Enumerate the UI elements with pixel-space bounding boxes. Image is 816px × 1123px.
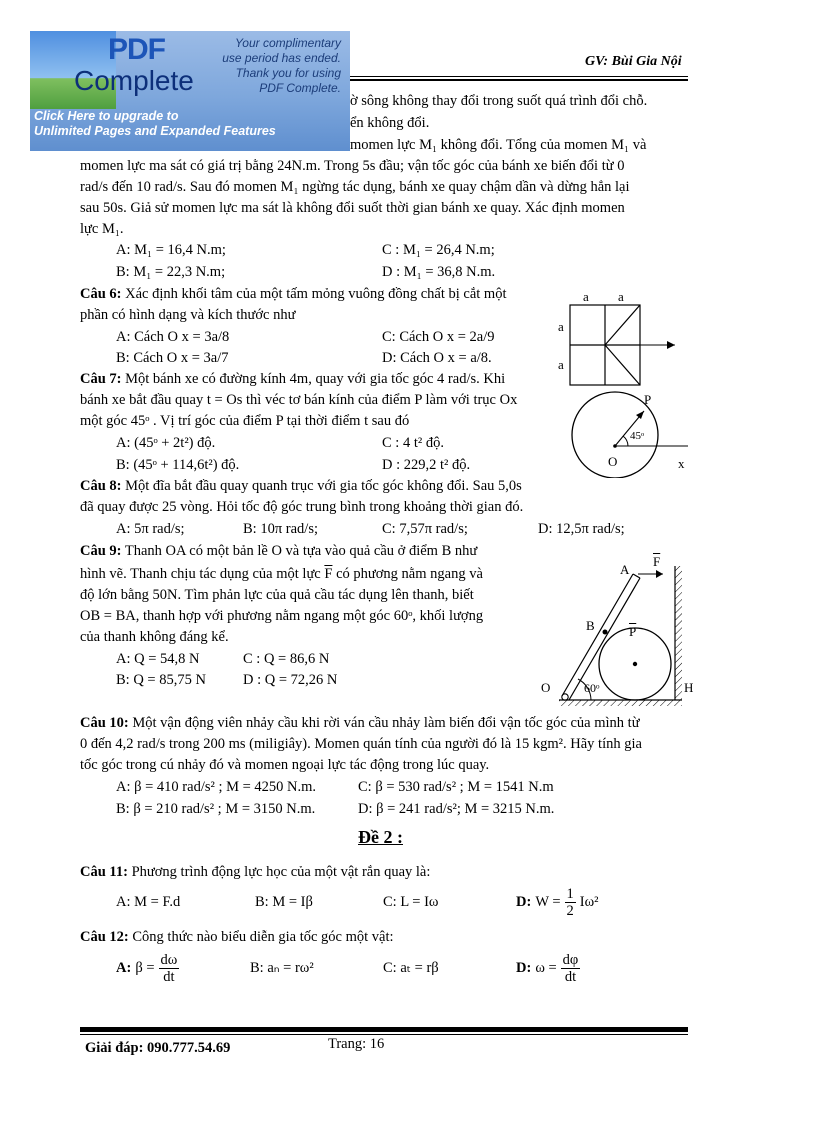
q10-option-a: A: β = 410 rad/s² ; M = 4250 N.m. bbox=[116, 779, 317, 795]
q9-option-b: B: Q = 85,75 N bbox=[116, 672, 206, 688]
q7-angle: 45ᵒ bbox=[630, 430, 645, 442]
q8-option-d: D: 12,5π rad/s; bbox=[538, 521, 625, 537]
q7-option-a: A: (45ᵒ + 2t²) độ. bbox=[116, 435, 216, 451]
page-number: 16 bbox=[369, 1036, 385, 1052]
q10-label: Câu 10: bbox=[80, 715, 129, 731]
q9-label-a: A bbox=[620, 562, 630, 577]
q6-label-a-left-2: a bbox=[558, 357, 564, 372]
q8-option-a: A: 5π rad/s; bbox=[116, 521, 185, 537]
intro-line-5: rad/s đến 10 rad/s. Sau đó momen M₁ ngừng tác dụng, bánh xe quay chậm dần và dừng hẳn lại bbox=[80, 179, 630, 195]
q9-line-5: của thanh không đáng kể. bbox=[80, 629, 229, 645]
q11-option-d: D: W = $\frac{1}{2}$ Iω² bbox=[516, 885, 599, 919]
q6-option-b: B: Cách O x = 3a/7 bbox=[116, 350, 229, 366]
q12-option-d: D: ω = $\frac{d\varphi}{dt}$ bbox=[516, 951, 579, 985]
intro-line-6: sau 50s. Giả sử momen lực ma sát là không đổi suốt thời gian bánh xe quay. Xác định momen bbox=[80, 200, 625, 216]
intro-option-d: D : M₁ = 36,8 N.m. bbox=[382, 264, 496, 280]
q7-label-x: x bbox=[678, 456, 685, 471]
footer-rule-thick bbox=[80, 1027, 688, 1032]
q12-fraction-a: $\frac{d\omega}{dt}$ bbox=[160, 951, 178, 985]
q8-option-b: B: 10π rad/s; bbox=[243, 521, 318, 537]
q9-option-a: A: Q = 54,8 N bbox=[116, 651, 200, 667]
q6-line-1: Câu 6: Xác định khối tâm của một tấm mỏng vuông đồng chất bị cắt một bbox=[80, 286, 507, 302]
q11-label: Câu 11: bbox=[80, 864, 128, 880]
q6-line-2: phần có hình dạng và kích thước như bbox=[80, 307, 296, 323]
q6-label-a-top-1: a bbox=[583, 289, 589, 304]
intro-line-7: lực M₁. bbox=[80, 221, 124, 237]
banner-brand-complete: Complete bbox=[74, 65, 194, 96]
q7-label: Câu 7: bbox=[80, 371, 122, 387]
intro-line-2: ển không đổi. bbox=[350, 115, 430, 131]
section-title: Đề 2 : bbox=[358, 827, 403, 847]
q6-option-a: A: Cách O x = 3a/8 bbox=[116, 329, 230, 345]
q7-line-2: bánh xe bắt đầu quay t = Os thì véc tơ bán kính của điểm P làm với trục Ox bbox=[80, 392, 518, 408]
q11-line: Câu 11: Phương trình động lực học của một vật rắn quay là: bbox=[80, 864, 431, 880]
q12-label: Câu 12: bbox=[80, 929, 129, 945]
q10-option-d: D: β = 241 rad/s²; M = 3215 N.m. bbox=[358, 801, 555, 817]
q9-label-h: H bbox=[684, 680, 694, 695]
q7-option-d: D : 229,2 t² độ. bbox=[382, 457, 471, 473]
intro-line-3: momen lực M₁ không đổi. Tổng của momen M₁ và bbox=[350, 137, 647, 153]
banner-brand-pdf: PDF bbox=[108, 33, 165, 66]
q6-label-a-left-1: a bbox=[558, 319, 564, 334]
q6-label-a-top-2: a bbox=[618, 289, 624, 304]
intro-line-1: ờ sông không thay đổi trong suốt quá trình đổi chỗ. bbox=[350, 93, 648, 109]
q6-label: Câu 6: bbox=[80, 286, 122, 302]
q11-option-c: C: L = Iω bbox=[383, 894, 439, 910]
intro-option-c: C : M₁ = 26,4 N.m; bbox=[382, 242, 495, 258]
q9-line-1: Câu 9: Thanh OA có một bản lề O và tựa vào quả cầu ở điểm B như bbox=[80, 543, 478, 559]
q7-label-o: O bbox=[608, 454, 618, 469]
q8-line-1: Câu 8: Một đĩa bắt đầu quay quanh trục với gia tốc góc không đổi. Sau 5,0s bbox=[80, 478, 522, 494]
q7-option-c: C : 4 t² độ. bbox=[382, 435, 444, 451]
intro-option-b: B: M₁ = 22,3 N.m; bbox=[116, 264, 226, 280]
q10-option-c: C: β = 530 rad/s² ; M = 1541 N.m bbox=[358, 779, 554, 795]
q12-option-b: B: aₙ = rω² bbox=[250, 960, 314, 976]
q10-line-3: tốc góc trong cú nhảy đó và momen ngoại lực tác động trong lúc quay. bbox=[80, 757, 490, 773]
upgrade-link[interactable]: Click Here to upgrade to Unlimited Pages and Expanded Features bbox=[34, 109, 276, 138]
q7-line-3: một góc 45ᵒ . Vị trí góc của điểm P tại thời điểm t sau đó bbox=[80, 413, 410, 429]
footer-answer-phone: Giải đáp: 090.777.54.69 bbox=[85, 1040, 231, 1056]
q6-option-c: C: Cách O x = 2a/9 bbox=[382, 329, 495, 345]
q7-label-p: P bbox=[644, 392, 652, 407]
q9-angle: 60ᵒ bbox=[584, 681, 600, 695]
force-symbol: $\overline{F}$ bbox=[324, 566, 333, 582]
q9-line-3: độ lớn bằng 50N. Tìm phản lực của quả cầu tác dụng lên thanh, biết bbox=[80, 587, 474, 603]
q9-line-2: hình vẽ. Thanh chịu tác dụng của một lực $\overline{F}$ có phương nằm ngang và bbox=[80, 566, 483, 582]
q7-line-1: Câu 7: Một bánh xe có đường kính 4m, quay với gia tốc góc 4 rad/s. Khi bbox=[80, 371, 506, 387]
q9-figure bbox=[535, 548, 705, 708]
q9-label-o: O bbox=[541, 680, 551, 695]
q8-label: Câu 8: bbox=[80, 478, 122, 494]
q8-line-2: đã quay được 25 vòng. Hỏi tốc độ góc trung bình trong khoảng thời gian đó. bbox=[80, 499, 524, 515]
q7-figure bbox=[560, 388, 690, 478]
banner-message: Your complimentary use period has ended. Thank you for using PDF Complete. bbox=[222, 36, 341, 95]
q12-line: Câu 12: Công thức nào biểu diễn gia tốc góc một vật: bbox=[80, 929, 394, 945]
q11-option-a: A: M = F.d bbox=[116, 894, 181, 910]
q9-option-c: C : Q = 86,6 N bbox=[243, 651, 330, 667]
q9-option-d: D : Q = 72,26 N bbox=[243, 672, 338, 688]
upgrade-banner[interactable] bbox=[30, 31, 350, 151]
q10-line-2: 0 đến 4,2 rad/s trong 200 ms (miligiây). Momen quán tính của người đó là 15 kgm². Hãy tính gia bbox=[80, 736, 642, 752]
q6-figure bbox=[540, 285, 680, 395]
q9-label-p: $\overline{P}$ bbox=[629, 624, 637, 639]
q12-option-a: A: β = $\frac{d\omega}{dt}$ bbox=[116, 951, 178, 985]
q9-label: Câu 9: bbox=[80, 543, 122, 559]
teacher-name: GV: Bùi Gia Nội bbox=[585, 54, 682, 69]
q10-option-b: B: β = 210 rad/s² ; M = 3150 N.m. bbox=[116, 801, 316, 817]
q12-option-c: C: aₜ = rβ bbox=[383, 960, 439, 976]
intro-line-4: momen lực ma sát có giá trị bằng 24N.m. Trong 5s đầu; vận tốc góc của bánh xe biến đổi từ 0 bbox=[80, 158, 625, 174]
q11-fraction: $\frac{1}{2}$ bbox=[566, 885, 574, 919]
intro-option-a: A: M₁ = 16,4 N.m; bbox=[116, 242, 226, 258]
q12-fraction-d: $\frac{d\varphi}{dt}$ bbox=[562, 951, 579, 985]
q11-option-b: B: M = Iβ bbox=[255, 894, 313, 910]
q9-label-b: B bbox=[586, 618, 595, 633]
q10-line-1: Câu 10: Một vận động viên nhảy cầu khi rời ván cầu nhảy làm biến đổi vận tốc góc của mình từ bbox=[80, 715, 640, 731]
q9-label-f: $\overline{F}$ bbox=[653, 554, 661, 569]
q8-option-c: C: 7,57π rad/s; bbox=[382, 521, 468, 537]
q6-option-d: D: Cách O x = a/8. bbox=[382, 350, 492, 366]
q7-option-b: B: (45ᵒ + 114,6t²) độ. bbox=[116, 457, 240, 473]
q9-line-4: OB = BA, thanh hợp với phương nằm ngang một góc 60ᵒ, khối lượng bbox=[80, 608, 484, 624]
footer-page: Trang: 16 bbox=[328, 1036, 385, 1052]
